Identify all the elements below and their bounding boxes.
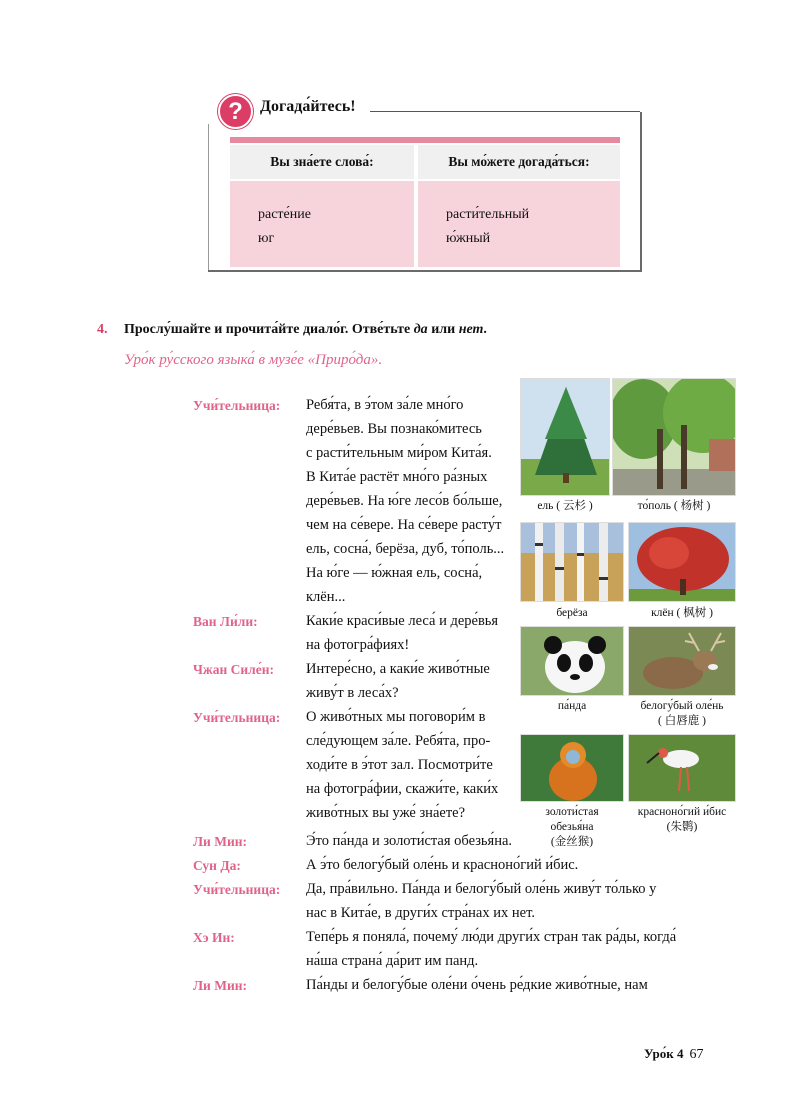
dialogue-line: А э́то белогу́бый оле́нь и красноно́гий и́бис. [306,857,579,873]
instruction-or: или [427,322,459,337]
speaker-name: Учи́тельница: [193,710,281,725]
guess-header-guess: Вы мо́жете догада́ться: [418,145,620,179]
exercise-instruction [124,322,487,338]
dialogue-line: нас в Кита́е, в други́х стра́нах их нет. [306,905,535,921]
guess-title-rule [370,111,640,112]
photo-caption-multiline [628,699,736,729]
panda-illustration [521,627,624,696]
panda-photo [520,626,624,696]
caption-line: обезья́на [550,821,594,833]
dialogue-line: на фотогра́фиях! [306,637,410,653]
ibis-photo [628,734,736,802]
birch-photo [520,522,624,602]
speaker-name: Ван Ли́ли: [193,614,258,629]
caption-line: красноно́гий и́бис [637,806,727,818]
photo-caption: то́поль ( 杨树 ) [637,500,711,512]
dialogue-line: сле́дующем за́ле. Ребя́та, про- [306,733,491,749]
page-number: 67 [689,1047,704,1062]
ibis-illustration [629,735,736,802]
dialogue-line: дере́вьев. Вы познако́митесь [306,421,482,437]
dialogue-turn [306,657,506,705]
spruce-photo [520,378,610,496]
speaker-name: Хэ Ин: [193,930,235,945]
dialogue-line: Э́то па́нда и золоти́стая обезья́на. [306,833,513,849]
dialogue-subtitle: Уро́к ру́сского языка́ в музе́е «Приро́да». [124,352,383,368]
page-footer [644,1046,703,1063]
guess-derived-word: ю́жный [446,231,491,246]
maple-photo [628,522,736,602]
dialogue-line: с расти́тельным ми́ром Кита́я. [306,445,492,461]
dialogue-line: на́ша страна́ да́рит им панд. [306,953,479,969]
photo-caption: клён ( 枫树 ) [651,607,713,619]
caption-line: золоти́стая [545,806,599,818]
caption-line: (金丝猴) [550,836,594,848]
dialogue-line: на фотогра́фии, скажи́те, каки́х [306,781,499,797]
photo-caption: берёза [556,607,588,619]
guess-table [230,137,620,267]
speaker-name: Чжан Силе́н: [193,662,274,677]
dialogue-turn [306,973,710,997]
maple-illustration [629,523,736,602]
guess-derived-words [418,181,620,267]
dialogue-line: О живо́тных мы поговори́м в [306,709,486,725]
birch-illustration [521,523,624,602]
deer-photo [628,626,736,696]
dialogue-line: живо́тных вы уже́ зна́ете? [306,805,466,821]
lesson-label: Уро́к 4 [644,1046,684,1061]
poplar-illustration [613,379,736,496]
dialogue-line: Интере́сно, а каки́е живо́тные [306,661,490,677]
dialogue-turn [306,393,506,609]
dialogue-line: На ю́ге — ю́жная ель, сосна́, [306,565,483,581]
answer-no: нет [458,322,484,337]
guess-header-known: Вы зна́ете слова́: [230,145,414,179]
speaker-name: Ли Мин: [193,978,248,993]
speaker-name: Учи́тельница: [193,398,281,413]
caption-line: ( 白唇鹿 ) [658,715,706,727]
dialogue-line: ходи́те в э́тот зал. Посмотри́те [306,757,493,773]
photo-caption-multiline [628,805,736,835]
speaker-name: Учи́тельница: [193,882,281,897]
golden-monkey-illustration [521,735,624,802]
dialogue-line: Да, пра́вильно. Па́нда и белогу́бый оле́нь живу́т то́лько у [306,881,657,897]
dialogue-line: чем на се́вере. На се́вере расту́т [306,517,502,533]
answer-yes: да [413,322,428,337]
poplar-photo [612,378,736,496]
photo-caption: па́нда [557,700,587,712]
golden-monkey-photo [520,734,624,802]
dialogue-turn [306,829,536,853]
caption-line: белогу́бый оле́нь [640,700,724,712]
guess-title: Догада́йтесь! [260,98,356,115]
dialogue-turn [306,853,710,877]
guess-known-word: расте́ние [258,207,311,222]
dialogue-line: Каки́е краси́вые леса́ и дере́вья [306,613,499,629]
dialogue-line: дере́вьев. На ю́ге лесо́в бо́льше, [306,493,503,509]
speaker-name: Сун Да: [193,858,241,873]
guess-box-left-border [208,124,209,270]
dialogue-line: клён... [306,589,346,605]
instruction-text: Прослу́шайте и прочита́йте диало́г. Отве́тьте [124,322,414,337]
deer-illustration [629,627,736,696]
caption-line: (朱鹮) [666,821,698,833]
guess-known-words [230,181,414,267]
dialogue-line: ель, сосна́, берёза, дуб, то́поль... [306,541,505,557]
dialogue-turn [306,877,710,925]
guess-derived-word: расти́тельный [446,207,530,222]
question-icon: ? [218,94,253,129]
exercise-number: 4. [97,322,108,337]
dialogue-line: Тепе́рь я поняла́, почему́ лю́ди други́х стран так ра́ды, когда́ [306,929,677,945]
dialogue-line: Ребя́та, в э́том за́ле мно́го [306,397,464,413]
photo-caption: ель ( 云杉 ) [537,500,593,512]
dialogue-line: живу́т в леса́х? [306,685,399,701]
instruction-period: . [483,322,487,337]
guess-table-topbar [230,137,620,143]
dialogue-line: Па́нды и белогу́бые оле́ни о́чень ре́дкие живо́тные, нам [306,977,648,993]
dialogue-turn [306,705,506,825]
dialogue-line: В Кита́е растёт мно́го ра́зных [306,469,488,485]
photo-caption-multiline [520,805,624,850]
dialogue-turn [306,925,710,973]
spruce-illustration [521,379,610,496]
dialogue-turn [306,609,506,657]
speaker-name: Ли Мин: [193,834,248,849]
guess-known-word: юг [258,231,275,246]
